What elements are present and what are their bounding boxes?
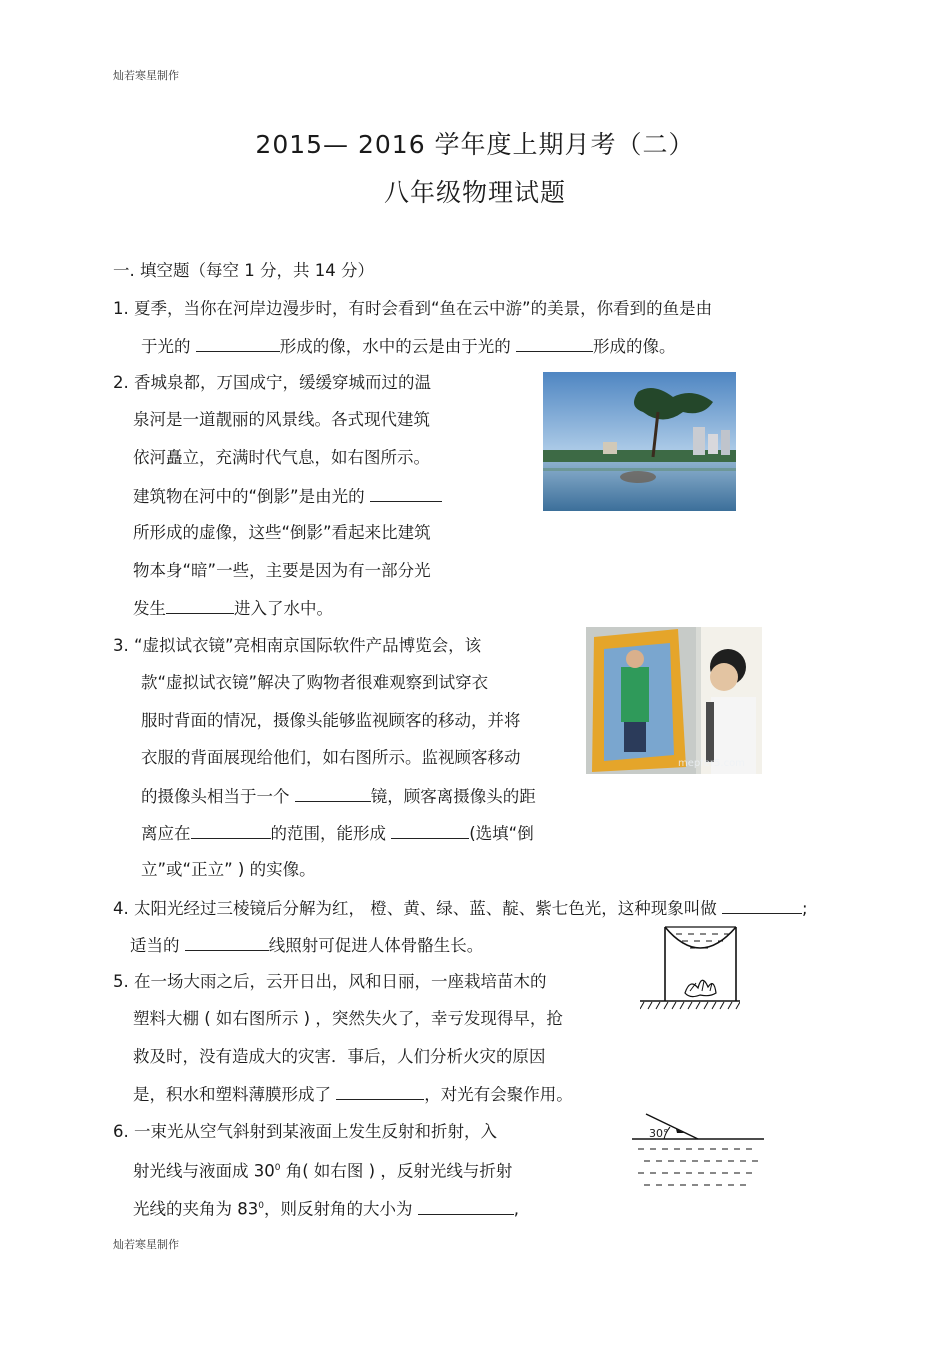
q2-line3: 依河矗立，充满时代气息，如右图所示。 bbox=[133, 448, 430, 467]
answer-blank[interactable] bbox=[295, 786, 371, 802]
q4-line1 bbox=[113, 898, 808, 919]
q4-line2 bbox=[130, 935, 483, 956]
q5-line3: 救及时，没有造成大的灾害．事后，人们分析火灾的原因 bbox=[133, 1047, 546, 1066]
answer-blank[interactable] bbox=[370, 486, 442, 502]
q3-line5 bbox=[141, 786, 536, 807]
answer-blank[interactable] bbox=[391, 823, 469, 839]
refraction-figure bbox=[632, 1111, 764, 1191]
q2-text-a: 建筑物在河中的“倒影”是由光的 bbox=[133, 487, 370, 506]
fitting-mirror-photo bbox=[586, 627, 762, 774]
q1-text-c: 形成的像。 bbox=[593, 337, 676, 356]
q4-text-b: ; bbox=[801, 899, 808, 918]
q4-text-a: 4. 太阳光经过三棱镜后分解为红， 橙、黄、绿、蓝、靛、紫七色光，这种现象叫做 bbox=[113, 899, 722, 918]
q5-text-b: ，对光有会聚作用。 bbox=[424, 1085, 573, 1104]
q5-line1: 5. 在一场大雨之后，云开日出，风和日丽，一座栽培苗木的 bbox=[113, 972, 547, 991]
greenhouse-figure bbox=[640, 923, 740, 1011]
q1-line2 bbox=[141, 336, 676, 357]
greenhouse-diagram bbox=[640, 923, 740, 1011]
answer-blank[interactable] bbox=[722, 898, 802, 914]
q5-line2: 塑料大棚 ( 如右图所示 ) ，突然失火了，幸亏发现得早，抢 bbox=[133, 1009, 563, 1028]
answer-blank[interactable] bbox=[185, 935, 269, 951]
q3-text-d: 的范围，能形成 bbox=[270, 824, 392, 843]
q6-text-a: 射光线与液面成 30 bbox=[133, 1161, 275, 1181]
q4-text-c: 适当的 bbox=[130, 936, 185, 955]
q3-text-e: (选填“倒 bbox=[469, 824, 534, 843]
section-heading: 一. 填空题（每空 1 分，共 14 分） bbox=[113, 261, 374, 280]
q2-line6: 物本身“暗”一些，主要是因为有一部分光 bbox=[133, 561, 431, 580]
river-photo bbox=[543, 372, 736, 511]
q6-text-c: 光线的夹角为 83 bbox=[133, 1199, 259, 1219]
q1-text-b: 形成的像，水中的云是由于光的 bbox=[279, 337, 516, 356]
q3-text-a: 的摄像头相当于一个 bbox=[141, 787, 295, 806]
q3-line1: 3. “虚拟试衣镜”亮相南京国际软件产品博览会，该 bbox=[113, 636, 482, 655]
fitting-mirror-graphic bbox=[586, 627, 762, 774]
answer-blank[interactable] bbox=[196, 336, 280, 352]
refraction-diagram bbox=[632, 1111, 764, 1191]
q6-line1: 6. 一束光从空气斜射到某液面上发生反射和折射，入 bbox=[113, 1122, 497, 1141]
exam-subtitle: 八年级物理试题 bbox=[383, 178, 566, 207]
exam-title: 2015— 2016 学年度上期月考（二） bbox=[255, 130, 695, 159]
degree-sup: 0 bbox=[258, 1201, 264, 1211]
q3-text-b: 镜，顾客离摄像头的距 bbox=[370, 787, 536, 806]
degree-sup: 0 bbox=[274, 1163, 281, 1173]
q5-line4 bbox=[133, 1084, 573, 1105]
q6-line2 bbox=[133, 1158, 512, 1182]
answer-blank[interactable] bbox=[418, 1199, 514, 1215]
q6-text-d: ，则反射角的大小为 bbox=[263, 1199, 418, 1219]
q1-line1: 1. 夏季，当你在河岸边漫步时，有时会看到“鱼在云中游”的美景，你看到的鱼是由 bbox=[113, 299, 713, 318]
q2-line1: 2. 香城泉都，万国成宁，缓缓穿城而过的温 bbox=[113, 373, 431, 392]
q6-text-e: , bbox=[513, 1199, 519, 1219]
answer-blank[interactable] bbox=[166, 598, 234, 614]
q6-text-b: 角( 如右图 ) ，反射光线与折射 bbox=[280, 1161, 513, 1181]
river-photo-graphic bbox=[543, 372, 736, 511]
q4-text-d: 线照射可促进人体骨骼生长。 bbox=[268, 936, 484, 955]
q2-text-b2: 进入了水中。 bbox=[234, 599, 333, 618]
answer-blank[interactable] bbox=[191, 823, 271, 839]
q1-text-a: 于光的 bbox=[141, 337, 196, 356]
header-maker: 灿若寒星制作 bbox=[113, 69, 179, 82]
q3-line7: 立”或“正立” ) 的实像。 bbox=[141, 860, 316, 879]
q3-text-c: 离应在 bbox=[141, 824, 191, 843]
q3-line4: 衣服的背面展现给他们，如右图所示。监视顾客移动 bbox=[141, 748, 521, 767]
q3-line6 bbox=[141, 823, 534, 844]
q2-text-a2: 发生 bbox=[133, 599, 166, 618]
answer-blank[interactable] bbox=[516, 336, 593, 352]
q6-line3 bbox=[133, 1196, 519, 1220]
q3-line3: 服时背面的情况，摄像头能够监视顾客的移动，并将 bbox=[141, 711, 521, 730]
angle-label: 30° bbox=[649, 1127, 669, 1140]
answer-blank[interactable] bbox=[336, 1084, 424, 1100]
footer-maker: 灿若寒星制作 bbox=[113, 1238, 179, 1251]
q2-line2: 泉河是一道靓丽的风景线。各式现代建筑 bbox=[133, 410, 430, 429]
photo-watermark: mepfer5.com bbox=[678, 758, 745, 769]
q3-line2: 款“虚拟试衣镜”解决了购物者很难观察到试穿衣 bbox=[141, 673, 489, 692]
q2-line7 bbox=[133, 598, 333, 619]
q2-line4 bbox=[133, 486, 442, 507]
q2-line5: 所形成的虚像，这些“倒影”看起来比建筑 bbox=[133, 523, 431, 542]
q5-text-a: 是，积水和塑料薄膜形成了 bbox=[133, 1085, 337, 1104]
